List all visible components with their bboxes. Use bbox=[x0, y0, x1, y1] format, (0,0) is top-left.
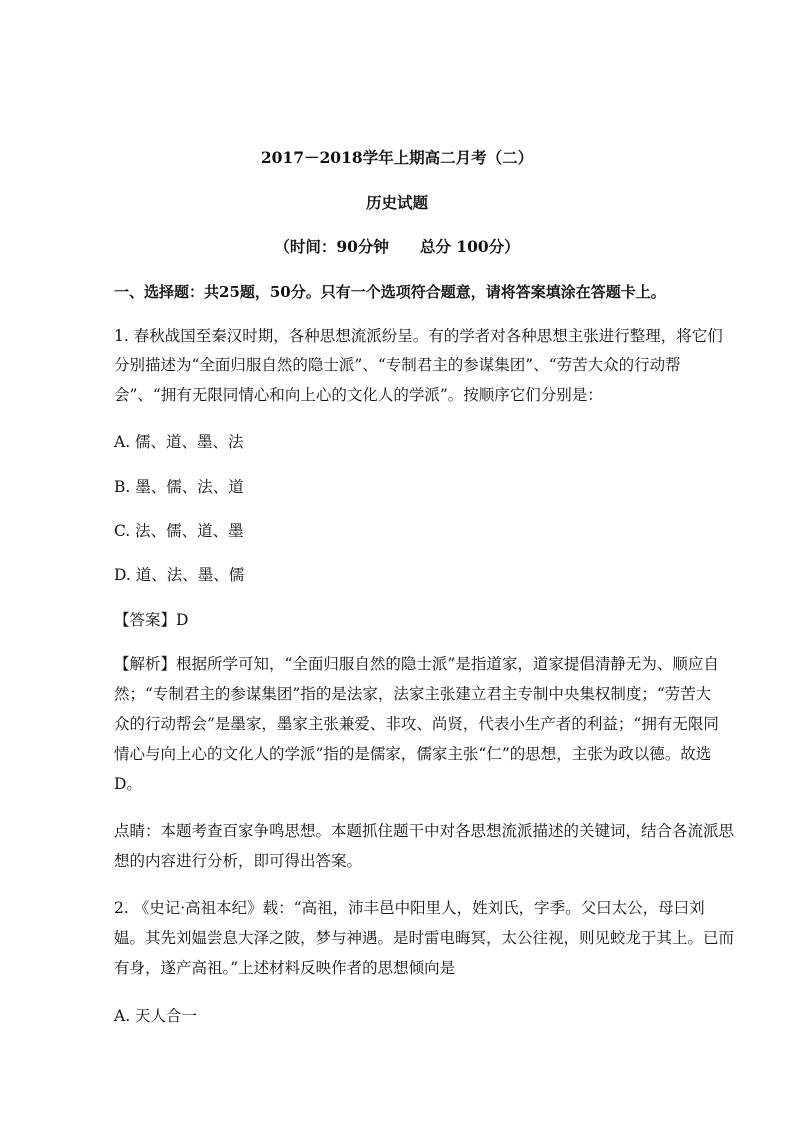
q1-note-line: 想的内容进行分析，即可得出答案。 bbox=[114, 852, 363, 870]
q1-stem-line: 会”、“拥有无限同情心和向上心的文化人的学派”。按顺序它们分别是： bbox=[114, 386, 603, 404]
q2-option-a: A. 天人合一 bbox=[114, 1007, 198, 1025]
q2-stem-line: 有身，遂产高祖。”上述材料反映作者的思想倾向是 bbox=[114, 959, 456, 977]
subject-title: 历史试题 bbox=[365, 193, 428, 212]
q2-stem-line: 2. 《史记·高祖本纪》载：“高祖，沛丰邑中阳里人，姓刘氏，字季。父曰太公，母曰刘 bbox=[114, 899, 705, 917]
q1-option-a: A. 儒、道、墨、法 bbox=[114, 433, 244, 451]
q1-stem-line: 1. 春秋战国至秦汉时期，各种思想流派纷呈。有的学者对各种思想主张进行整理，将它们 bbox=[114, 327, 723, 345]
q1-note-line: 点睛：本题考查百家争鸣思想。本题抓住题干中对各思想流派描述的关键词，结合各流派思 bbox=[114, 822, 735, 840]
exam-title: 2017－2018学年上期高二月考（二） bbox=[260, 148, 534, 167]
q1-analysis-line: 情心与向上心的文化人的学派”指的是儒家，儒家主张“仁”的思想，主张为政以德。故选 bbox=[114, 745, 712, 763]
q1-analysis-line: 然；“专制君主的参谋集团”指的是法家，法家主张建立君主专制中央集权制度；“劳苦大 bbox=[114, 685, 712, 703]
q1-option-c: C. 法、儒、道、墨 bbox=[114, 522, 244, 540]
q1-option-b: B. 墨、儒、法、道 bbox=[114, 478, 244, 496]
q1-analysis-line: D。 bbox=[114, 775, 142, 793]
q2-stem-line: 媪。其先刘媪尝息大泽之陂，梦与神遇。是时雷电晦冥，太公往视，则见蛟龙于其上。已而 bbox=[114, 929, 735, 947]
time-info: （时间：90分钟 总分 100分） bbox=[274, 237, 520, 256]
section-heading: 一、选择题：共25题，50分。只有一个选项符合题意，请将答案填涂在答题卡上。 bbox=[114, 283, 666, 301]
q1-option-d: D. 道、法、墨、儒 bbox=[114, 566, 245, 584]
q1-analysis-line: 众的行动帮会”是墨家，墨家主张兼爱、非攻、尚贤，代表小生产者的利益；“拥有无限同 bbox=[114, 715, 719, 733]
q1-stem-line: 分别描述为“全面归服自然的隐士派”、“专制君主的参谋集团”、“劳苦大众的行动帮 bbox=[114, 356, 681, 374]
q1-analysis-line: 【解析】根据所学可知，“全面归服自然的隐士派”是指道家，道家提倡清静无为、顺应自 bbox=[114, 655, 719, 673]
q1-answer: 【答案】D bbox=[114, 611, 189, 629]
